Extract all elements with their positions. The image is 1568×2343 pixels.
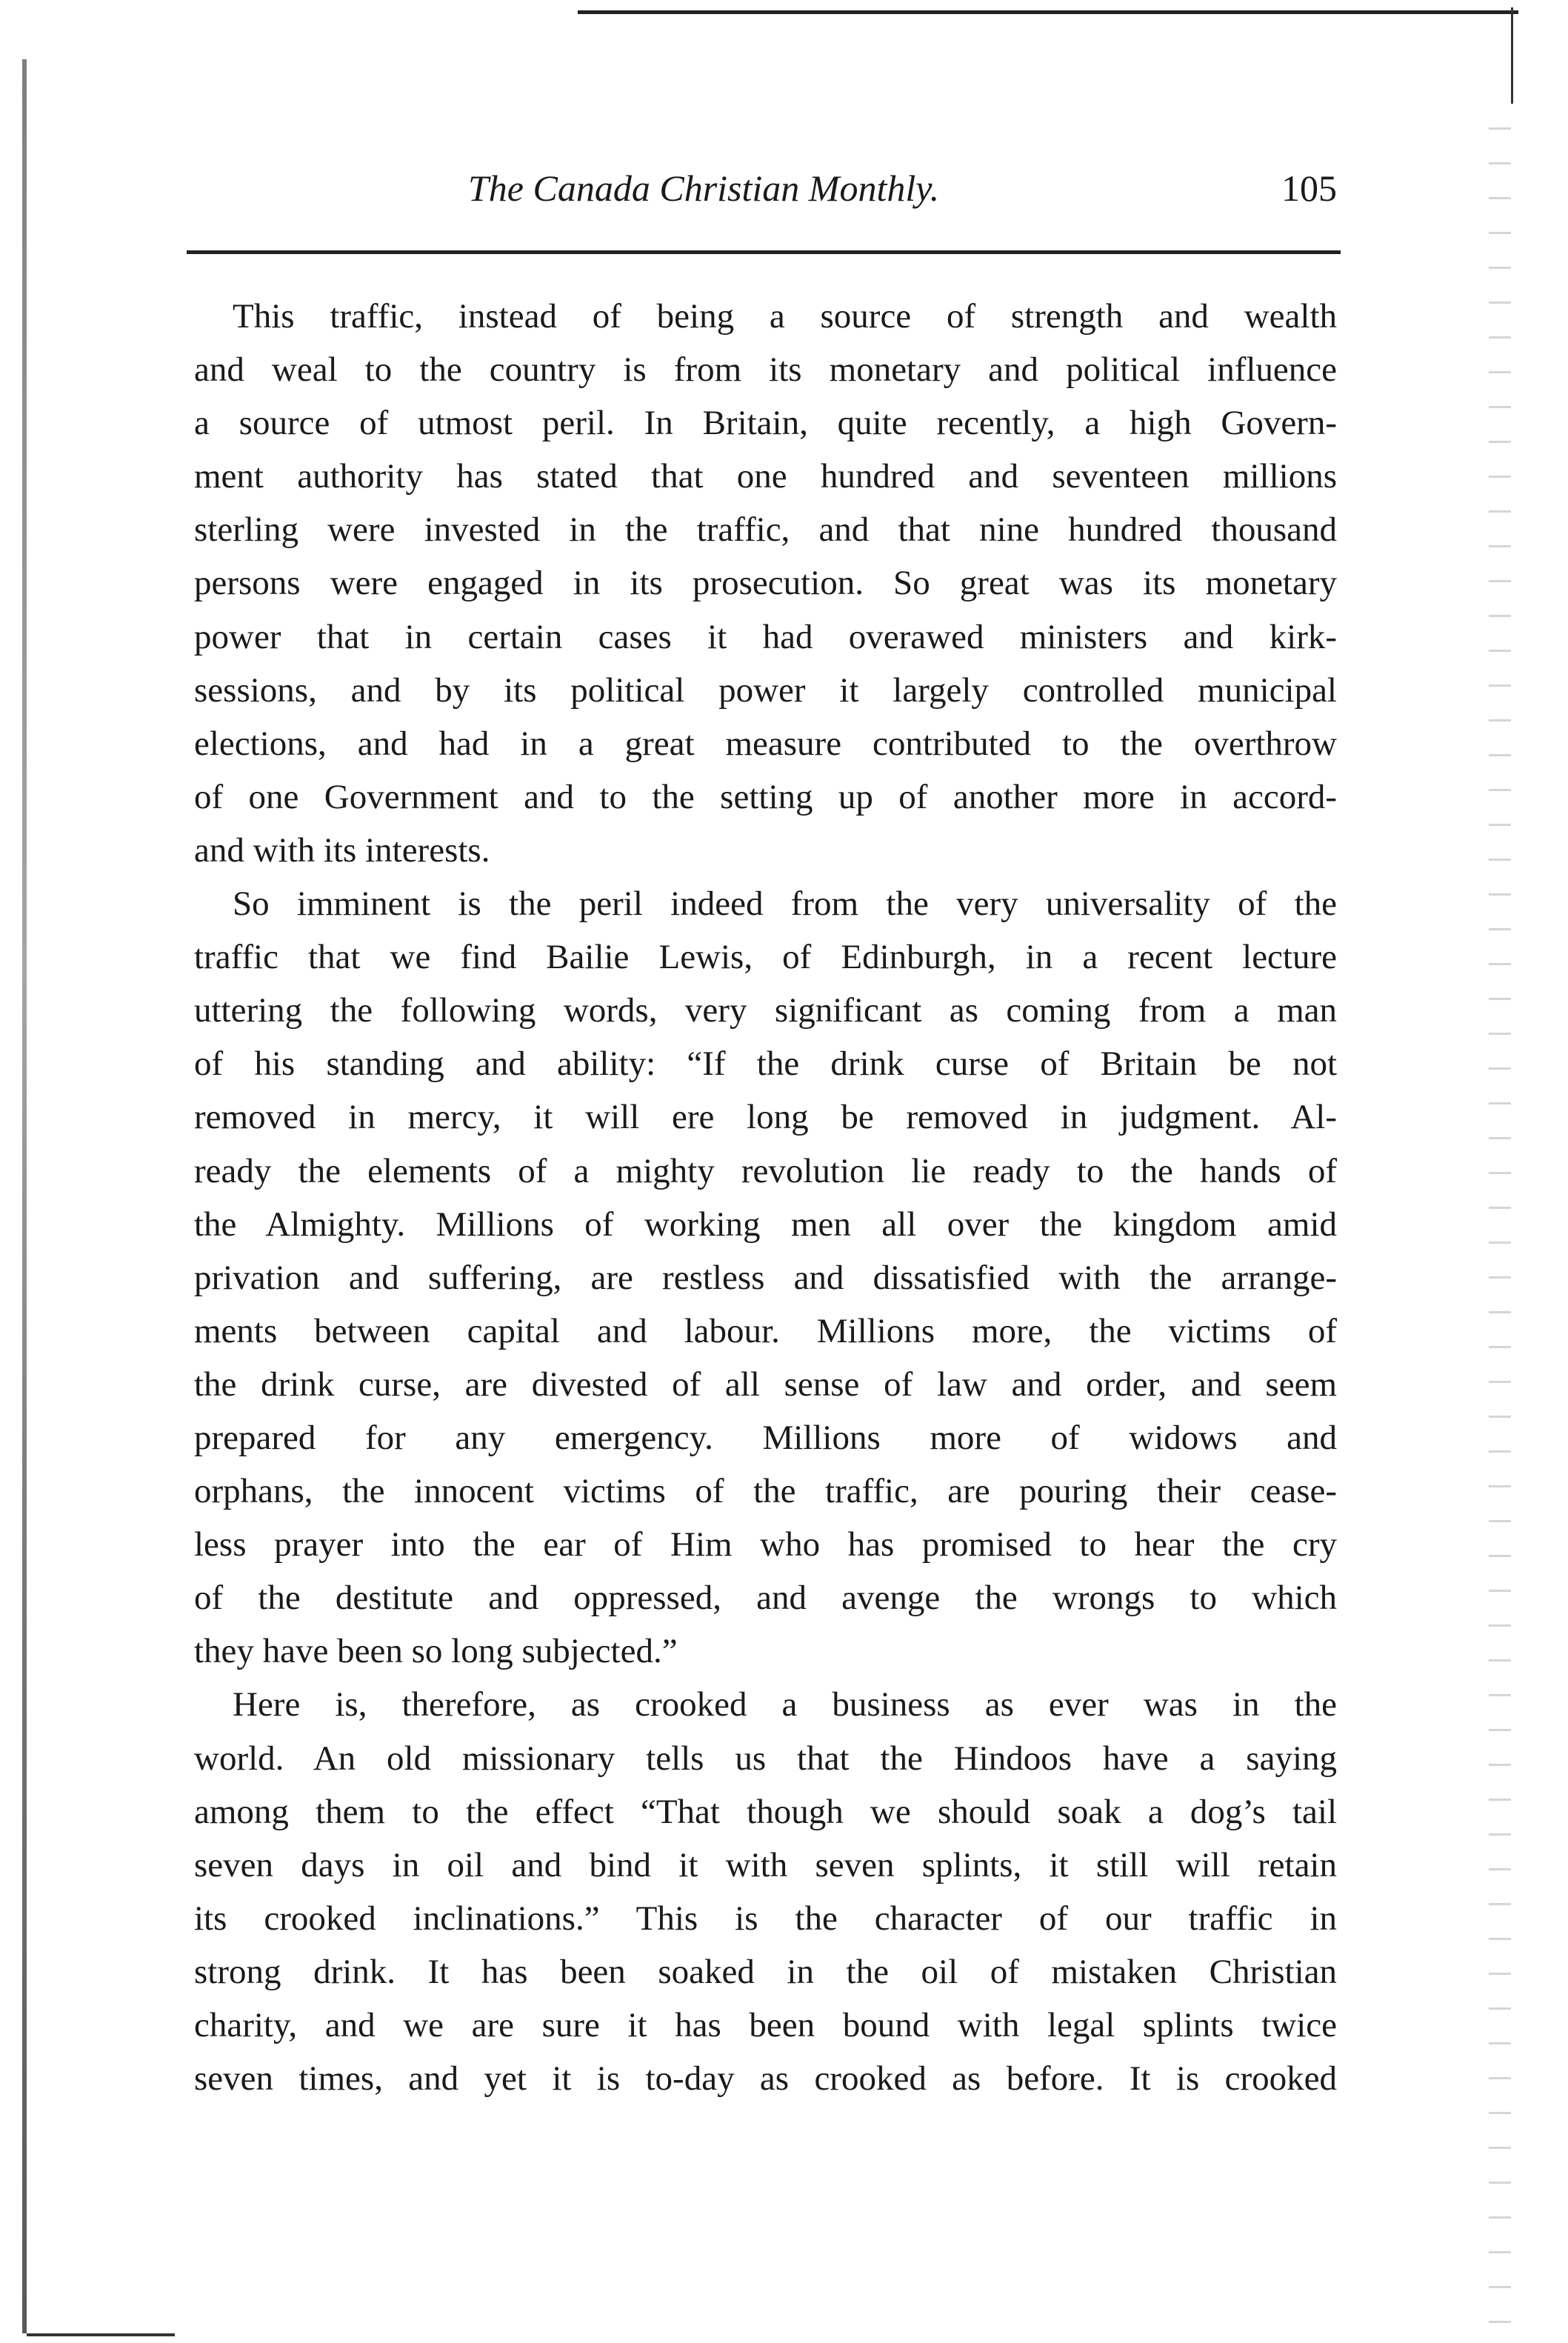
text-line: ready the elements of a mighty revolution lie ready to the hands of <box>194 1151 1337 1190</box>
text-line: and with its interests. <box>194 830 490 870</box>
text-line: removed in mercy, it will ere long be removed in judgment. Al- <box>194 1098 1337 1137</box>
text-line: of his standing and ability: “If the drink curse of Britain be not <box>194 1044 1337 1084</box>
text-line: privation and suffering, are restless and dissatisfied with the arrange- <box>194 1258 1337 1297</box>
text-line: persons were engaged in its prosecution. So great was its monetary <box>194 564 1337 603</box>
text-line: seven times, and yet it is to-day as crooked as before. It is crooked <box>194 2059 1337 2099</box>
text-line: elections, and had in a great measure contributed to the overthrow <box>194 724 1337 763</box>
scan-binding-edge <box>22 59 27 2333</box>
text-line: strong drink. It has been soaked in the oil of mistaken Christian <box>194 1952 1337 1991</box>
text-line: less prayer into the ear of Him who has promised to hear the cry <box>194 1525 1337 1564</box>
scan-right-edge <box>1511 7 1513 104</box>
text-line: sterling were invested in the traffic, and that nine hundred thousand <box>194 510 1337 550</box>
text-line: This traffic, instead of being a source of strength and wealth <box>233 297 1337 336</box>
text-line: So imminent is the peril indeed from the very universality of the <box>233 884 1337 924</box>
text-line: world. An old missionary tells us that the Hindoos have a saying <box>194 1739 1337 1778</box>
running-header <box>194 167 1337 219</box>
text-line: traffic that we find Bailie Lewis, of Edinburgh, in a recent lecture <box>194 938 1337 977</box>
text-line: of one Government and to the setting up of another more in accord- <box>194 777 1337 816</box>
text-line: prepared for any emergency. Millions more of widows and <box>194 1418 1337 1457</box>
text-line: the Almighty. Millions of working men all over the kingdom amid <box>194 1204 1337 1244</box>
text-line: uttering the following words, very significant as coming from a man <box>194 991 1337 1030</box>
scan-bleed-through <box>1489 111 1511 2333</box>
scan-bottom-edge <box>27 2333 175 2336</box>
text-line: ment authority has stated that one hundred and seventeen millions <box>194 457 1337 496</box>
text-line: charity, and we are sure it has been bound with legal splints twice <box>194 2006 1337 2044</box>
text-line: and weal to the country is from its monetary and political influence <box>194 350 1337 390</box>
text-line: they have been so long subjected.” <box>194 1632 678 1671</box>
scan-top-edge <box>578 10 1518 14</box>
text-line: orphans, the innocent victims of the traffic, are pouring their cease- <box>194 1472 1337 1511</box>
text-line: among them to the effect “That though we should soak a dog’s tail <box>194 1792 1337 1831</box>
text-line: sessions, and by its political power it largely controlled municipal <box>194 670 1337 710</box>
header-rule <box>187 250 1341 254</box>
text-line: power that in certain cases it had overawed ministers and kirk- <box>194 617 1337 656</box>
body-text <box>194 290 1337 2105</box>
text-line: Here is, therefore, as crooked a business as ever was in the <box>233 1685 1337 1724</box>
journal-title: The Canada Christian Monthly. <box>468 167 940 209</box>
text-line: seven days in oil and bind it with seven splints, it still will retain <box>194 1845 1337 1884</box>
text-line: of the destitute and oppressed, and avenge the wrongs to which <box>194 1579 1337 1618</box>
text-line: ments between capital and labour. Millions more, the victims of <box>194 1311 1337 1350</box>
text-line: the drink curse, are divested of all sense of law and order, and seem <box>194 1364 1337 1404</box>
text-line: a source of utmost peril. In Britain, quite recently, a high Govern- <box>194 404 1337 443</box>
page-number: 105 <box>1281 167 1337 209</box>
text-line: its crooked inclinations.” This is the character of our traffic in <box>194 1899 1337 1938</box>
